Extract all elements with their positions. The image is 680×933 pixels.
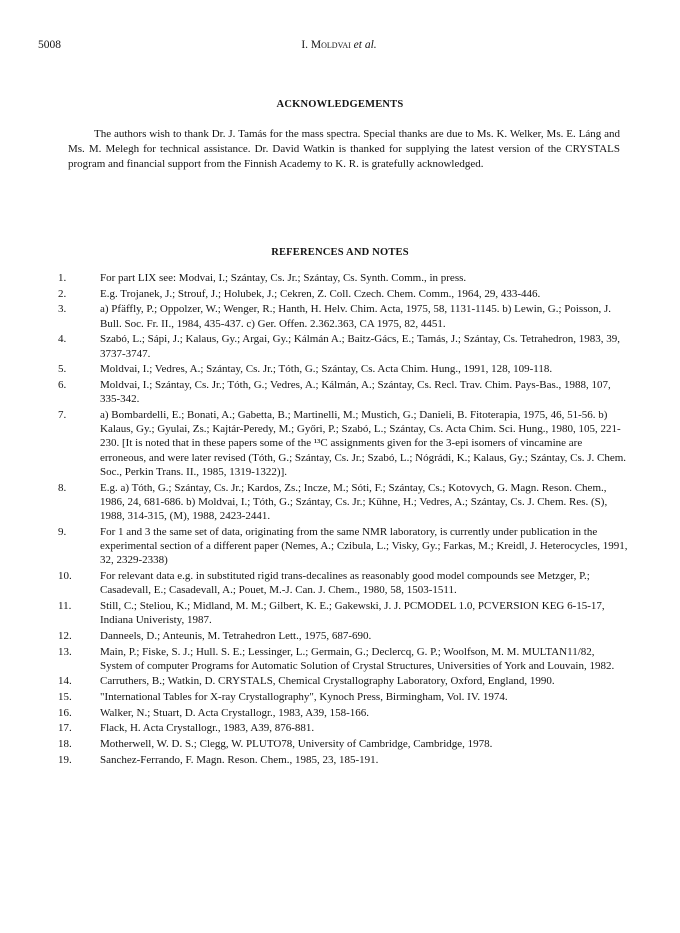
acknowledgements-text: The authors wish to thank Dr. J. Tamás for the mass spectra. Special thanks are due to Ms. K. Welker, Ms. E. Láng and Ms. M. Melegh for technical assistance. Dr. David Watkin is thanked for supplying the latest version of the CRYSTALS program and financial support from the Finnish Academy to K. R. is gratefully acknowledged. [68,128,620,170]
reference-item [58,599,628,628]
reference-item [58,721,628,735]
reference-number: 8. [58,481,67,494]
running-header [38,39,640,55]
reference-text: E.g. a) Tóth, G.; Szántay, Cs. Jr.; Kardos, Zs.; Incze, M.; Sóti, F.; Szántay, Cs.; Kotovych, G. Magn. Reson. Chem., 1986, 24, 681-686. b) Moldvai, I.; Tóth, G.; Szántay, Cs. Jr.; Kühne, H.; Vedres, A.; Szántay, Cs. J. Chem. Res. (S), 1988, 314-315, (M), 1988, 2423-2441. [100,481,608,523]
reference-number: 15. [58,691,72,704]
reference-number: 5. [58,363,67,376]
reference-text: a) Pfäffly, P.; Oppolzer, W.; Wenger, R.; Hanth, H. Helv. Chim. Acta, 1975, 58, 1131-1145. b) Lewin, G.; Poisson, J. Bull. Soc. Fr. II., 1984, 435-437. c) Ger. Offen. 2.362.363, CA 1975, 82, 4451. [100,303,612,330]
references-heading: REFERENCES AND NOTES [271,247,409,258]
reference-number: 11. [58,599,72,612]
reference-item [58,362,628,376]
reference-number: 1. [58,272,67,284]
reference-item [58,525,628,568]
reference-text: Walker, N.; Stuart, D. Acta Crystallogr., 1983, A39, 158-166. [100,706,370,719]
reference-text: Szabó, L.; Sápi, J.; Kalaus, Gy.; Argai, Gy.; Kálmán A.; Baitz-Gács, E.; Tamás, J.; Szántay, Cs. Tetrahedron, 1983, 39, 3737-3747. [100,333,620,360]
reference-number: 4. [58,333,67,346]
reference-text: E.g. Trojanek, J.; Strouf, J.; Holubek, J.; Cekren, Z. Coll. Czech. Chem. Comm., 1964, 29, 433-446. [100,287,541,300]
acknowledgements-heading: ACKNOWLEDGEMENTS [276,99,404,110]
header-author-name: Moldvai [310,39,351,51]
reference-text: "International Tables for X-ray Crystallography", Kynoch Press, Birmingham, Vol. IV. 1974. [100,691,508,704]
reference-item [58,481,628,524]
reference-text: Moldvai, I.; Vedres, A.; Szántay, Cs. Jr.; Tóth, G.; Szántay, Cs. Acta Chim. Hung., 1991, 128, 109-118. [100,363,553,376]
reference-item [58,302,628,331]
reference-item [58,645,628,674]
reference-text: For part LIX see: Modvai, I.; Szántay, Cs. Jr.; Szántay, Cs. Synth. Comm., in press. [100,272,467,284]
reference-item [58,629,628,643]
references-list [58,271,628,768]
reference-number: 10. [58,570,72,583]
reference-number: 6. [58,378,67,391]
reference-number: 19. [58,753,72,766]
reference-number: 18. [58,738,72,751]
reference-item [58,378,628,407]
reference-item [58,332,628,361]
reference-number: 9. [58,525,67,538]
reference-text: Carruthers, B.; Watkin, D. CRYSTALS, Chemical Crystallography Laboratory, Oxford, England, 1990. [100,675,555,688]
reference-text: For relevant data e.g. in substituted rigid trans-decalines as reasonably good model compounds see Metzger, P.; Casadevall, E.; Casadevall, A.; Pouet, M.-J. Can. J. Chem., 1980, 58, 1503-1511. [100,570,590,597]
reference-number: 3. [58,303,67,316]
reference-text: Still, C.; Steliou, K.; Midland, M. M.; Gilbert, K. E.; Gakewski, J. J. PCMODEL 1.0, PCVERSION KEG 6-15-17, Indiana Univeristy, 1987. [100,599,605,627]
reference-text: Sanchez-Ferrando, F. Magn. Reson. Chem., 1985, 23, 185-191. [100,753,379,766]
reference-item [58,287,628,301]
reference-item [58,408,628,479]
reference-number: 14. [58,675,72,688]
header-author-initial: I. [301,39,311,51]
header-authors [38,39,640,51]
reference-text: Flack, H. Acta Crystallogr., 1983, A39, 876-881. [100,722,315,735]
reference-text: Danneels, D.; Anteunis, M. Tetrahedron Lett., 1975, 687-690. [100,629,372,642]
reference-text: Main, P.; Fiske, S. J.; Hull. S. E.; Lessinger, L.; Germain, G.; Declercq, G. P.; Woolfson, M. M. MULTAN11/82, System of computer Programs for Automatic Solution of Crystal Structures, Universities of York and Louvain, 1982. [100,645,615,672]
reference-number: 7. [58,408,67,421]
reference-number: 16. [58,706,72,719]
reference-item [58,569,628,598]
reference-number: 2. [58,287,67,300]
reference-item [58,706,628,720]
reference-item [58,674,628,688]
reference-number: 12. [58,629,72,642]
reference-text: a) Bombardelli, E.; Bonati, A.; Gabetta, B.; Martinelli, M.; Mustich, G.; Danieli, B. Fitoterapia, 1975, 46, 51-56. b) Kalaus, Gy.; Gyulai, Zs.; Kajtár-Peredy, M.; Győri, P.; Szabó, L.; Szántay, Cs. Acta Chim. Sci. Hung., 1980, 105, 221-230. [It is noted that in these papers some of the ¹³C assignments given for the 3-epi isomers of vincamine are erroneous, and were later revised (Tóth, G.; Szántay, Cs. Jr.; Szabó, L.; Nógrádi, K.; Kalaus, Gy.; Szántay, Cs. J. Chem. Soc., Perkin Trans. II., 1985, 1319-1322)]. [100,408,627,478]
reference-text: For 1 and 3 the same set of data, originating from the same NMR laboratory, is currently under publication in the experimental section of a different paper (Nemes, A.; Czibula, L.; Visky, Gy.; Farkas, M.; Kreidl, J. Heterocycles, 1991, 32, 2329-2338) [100,525,628,567]
reference-text: Moldvai, I.; Szántay, Cs. Jr.; Tóth, G.; Vedres, A.; Kálmán, A.; Szántay, Cs. Recl. Trav. Chim. Pays-Bas., 1988, 107, 335-342. [100,378,611,406]
reference-text: Motherwell, W. D. S.; Clegg, W. PLUTO78, University of Cambridge, Cambridge, 1978. [100,738,493,751]
reference-number: 17. [58,722,72,735]
header-et-al: et al. [350,39,377,51]
reference-item [58,753,628,767]
reference-item [58,737,628,751]
reference-item [58,271,628,285]
page-number: 5008 [38,39,61,51]
reference-item [58,690,628,704]
reference-number: 13. [58,645,72,658]
